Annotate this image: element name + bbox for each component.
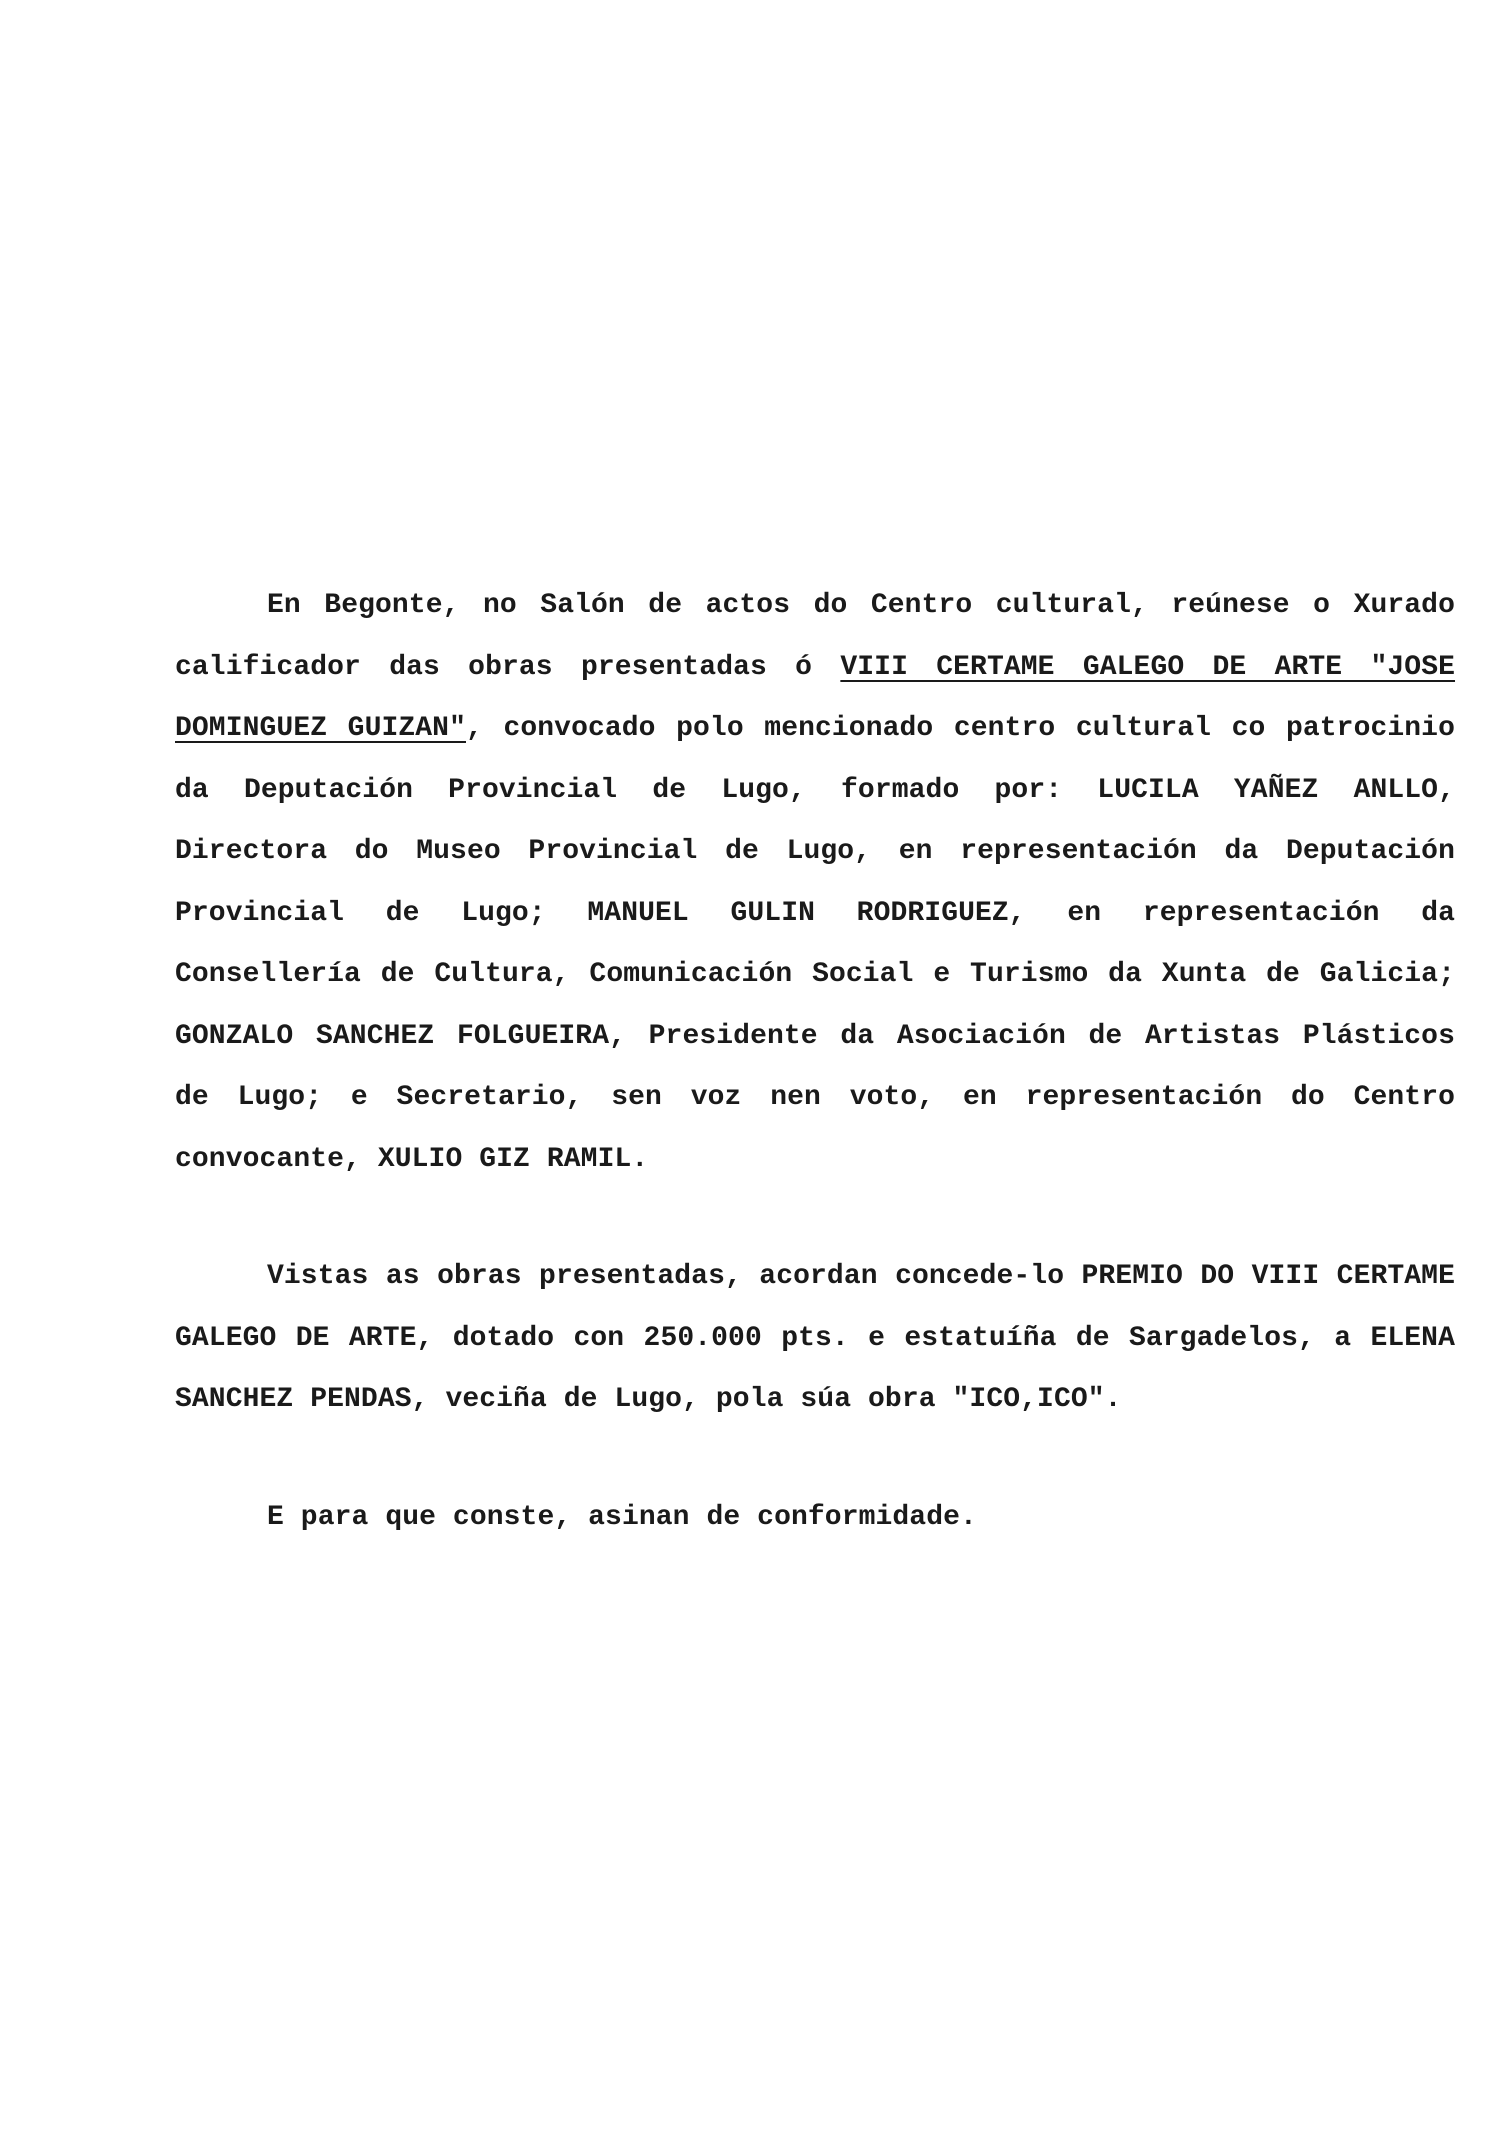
document-body xyxy=(175,575,1455,1548)
paragraph-closing: E para que conste, asinan de conformidade. xyxy=(267,1501,977,1533)
paragraph-jury-composition xyxy=(175,575,1455,1190)
paragraph-1-intro-text: En Begonte, no Salón de actos do Centro cultural, reúnese o Xurado calificador das obras presentadas ó xyxy=(175,590,1455,683)
paragraph-award-decision: Vistas as obras presentadas, acordan concede-lo PREMIO DO VIII CERTAME GALEGO DE ARTE, dotado con 250.000 pts. e estatuíña de Sargadelos, a ELENA SANCHEZ PENDAS, veciña de Lugo, pola súa obra "ICO,ICO". xyxy=(175,1261,1455,1415)
contest-title: VIII CERTAME GALEGO DE ARTE "JOSE DOMINGUEZ GUIZAN" xyxy=(175,651,1456,744)
paragraph-1-members-text: , convocado polo mencionado centro cultural co patrocinio da Deputación Provincial de Lugo, formado por: LUCILA YAÑEZ ANLLO, Directora do Museo Provincial de Lugo, en representación da Deputación Provincial de Lugo; MANUEL GULIN RODRIGUEZ, en representación da Consellería de Cultura, Comunicación Social e Turismo da Xunta de Galicia; GONZALO SANCHEZ FOLGUEIRA, Presidente da Asociación de Artistas Plásticos de Lugo; e Secretario, sen voz nen voto, en representación do Centro convocante, XULIO GIZ RAMIL. xyxy=(175,713,1455,1175)
